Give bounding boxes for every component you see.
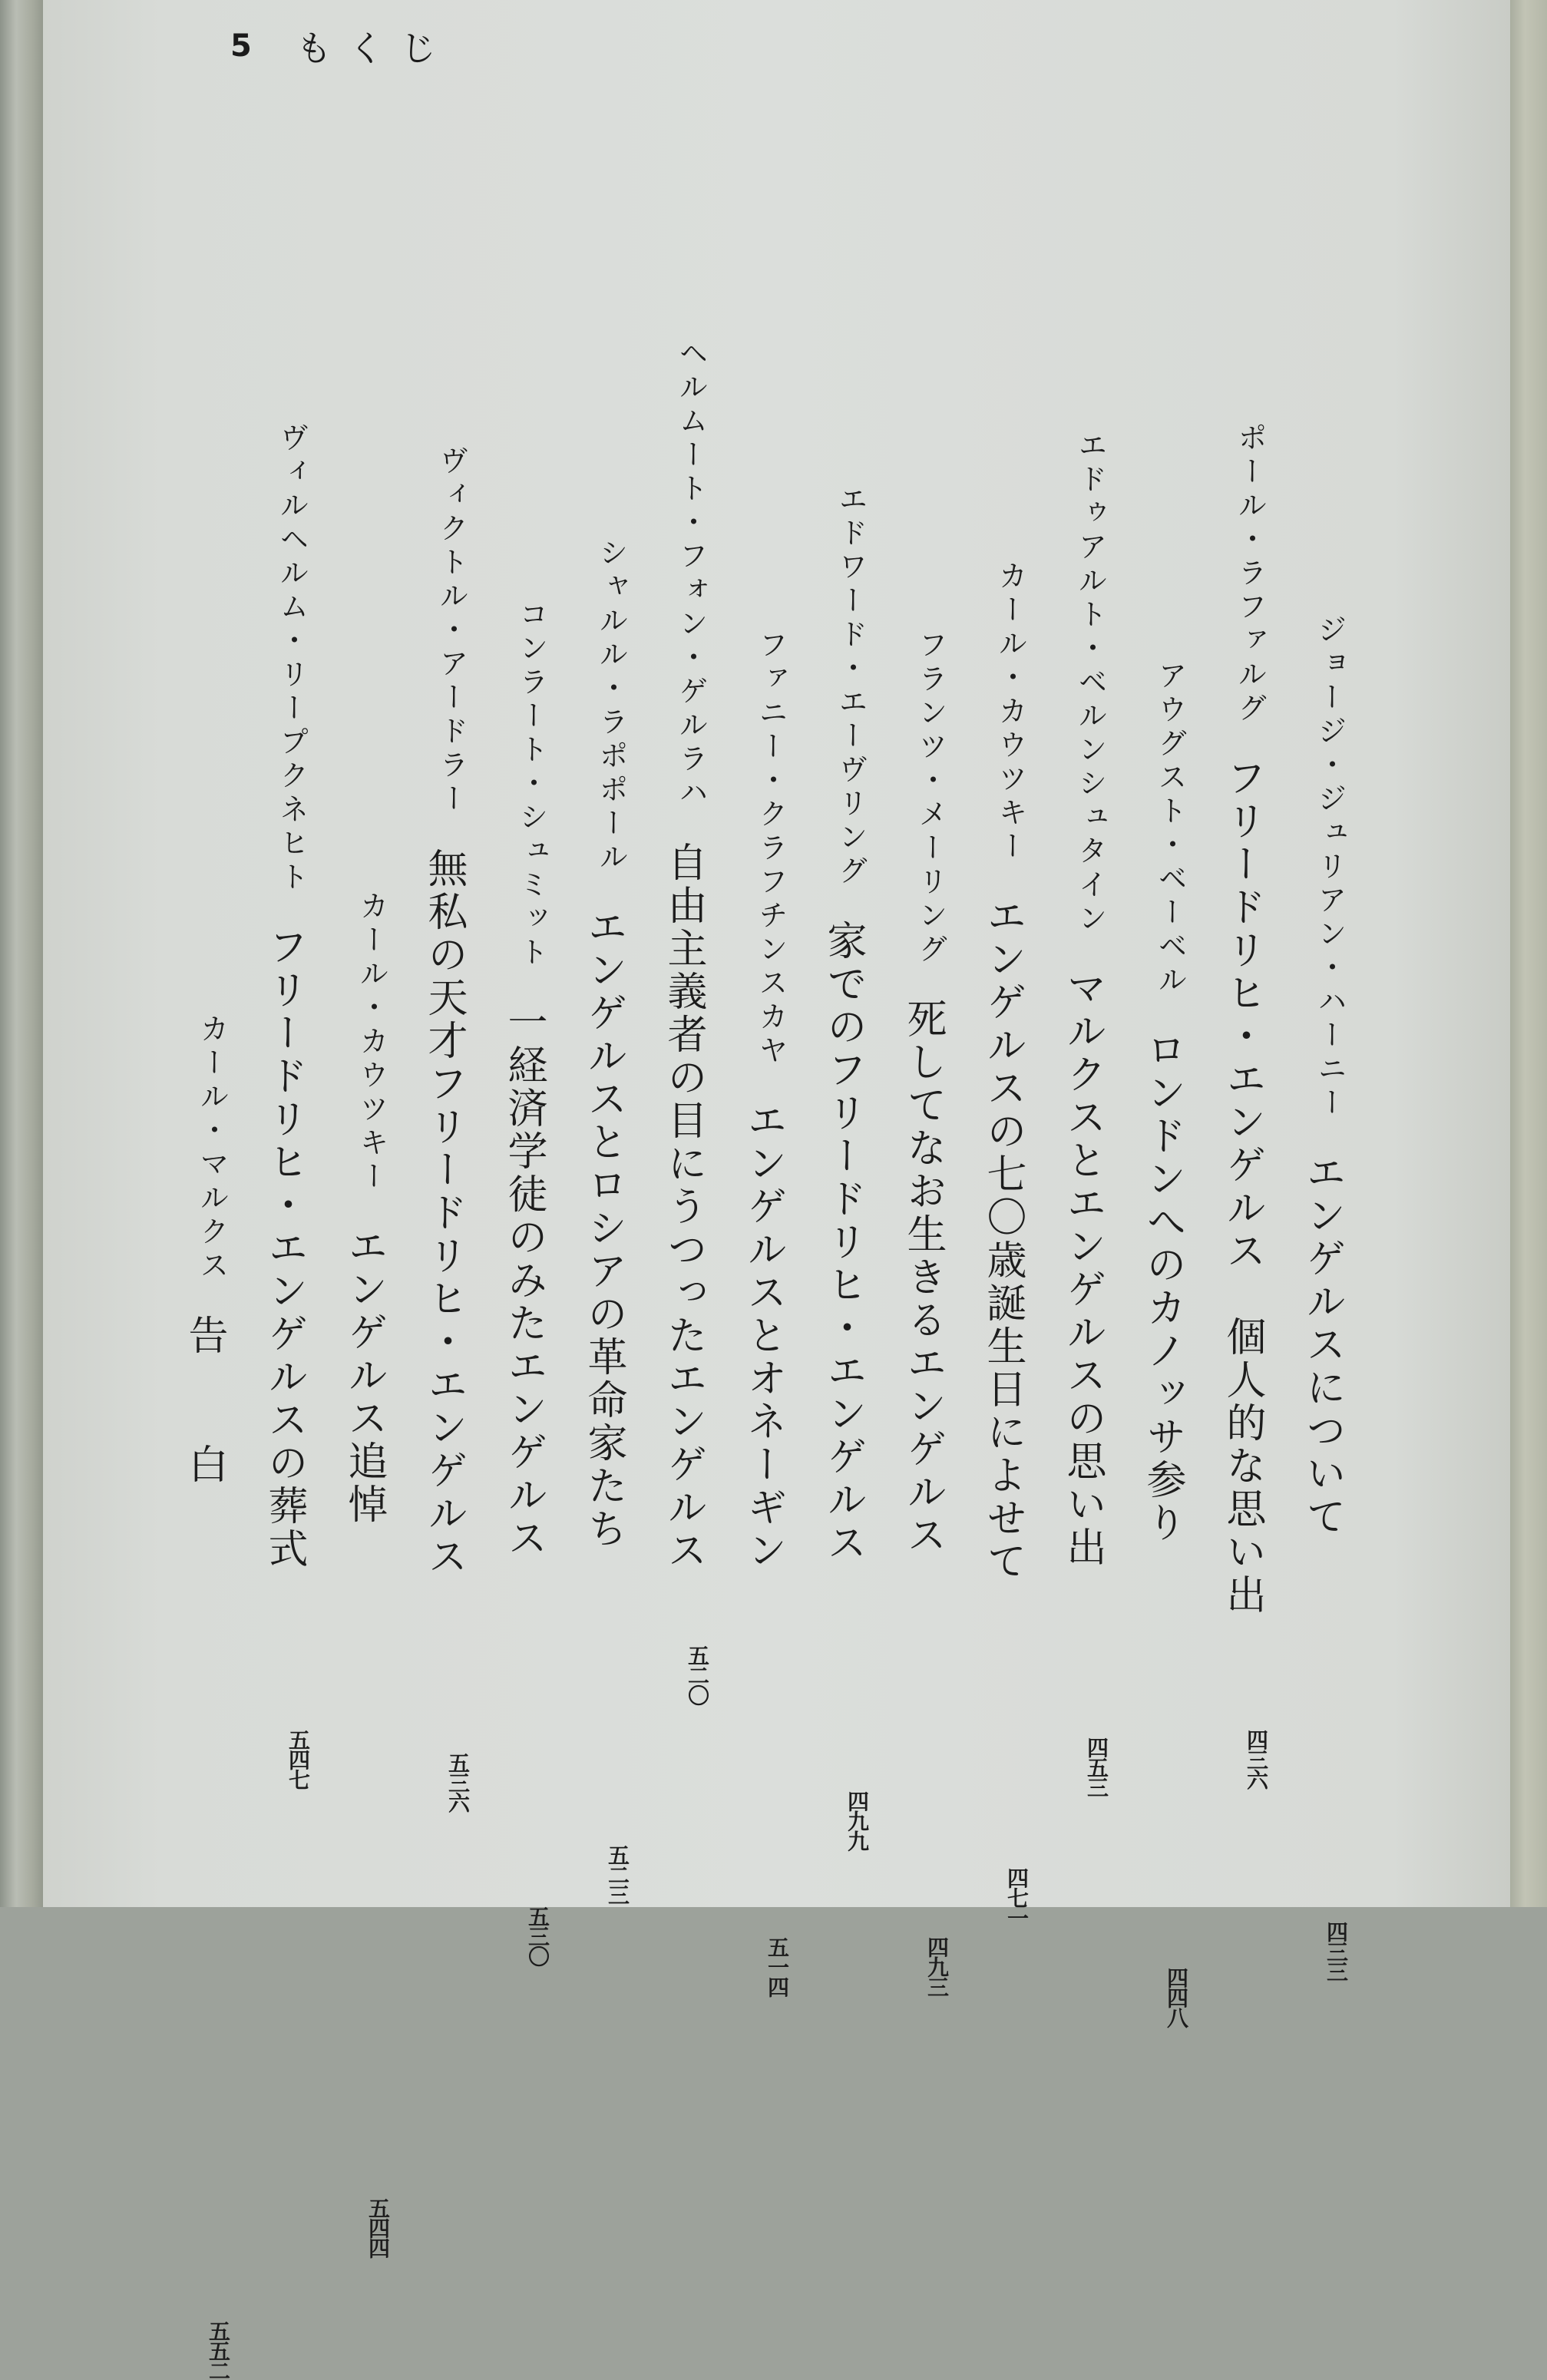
entry-page-number: 五四七 [286,1729,311,1789]
entry-author: カール・カウツキー [355,891,388,1195]
entry-author: カール・カウツキー [993,560,1027,864]
entry-author: ヴィルヘルム・リープクネヒト [275,422,309,895]
entry-title: エンゲルス追悼 [341,1225,387,1526]
entry-title: フリードリヒ・エンゲルス 個人的な思い出 [1219,757,1265,1617]
entry-author: エドゥアルト・ベルンシュタイン [1073,430,1107,937]
entry-author: ジョージ・ジュリアン・ハーニー [1313,614,1347,1121]
entry-title: 告 白 [181,1314,227,1486]
toc-entry [1115,338,1192,2027]
header-title: もくじ [296,28,453,69]
entry-title: エンゲルスの七〇歳誕生日によせて [980,895,1026,1583]
entry-page-number: 四七一 [1004,1867,1030,1927]
entry-title: エンゲルスについて [1299,1152,1345,1539]
entry-page-number: 五四四 [365,2197,391,2257]
toc-entry [476,338,553,1965]
entry-page-number: 四四八 [1164,1967,1189,2027]
entry-author: フランツ・メーリング [914,630,947,967]
entry-title: 一経済学徒のみたエンゲルス [501,1001,547,1560]
entry-title: ロンドンへのカノッサ参り [1139,1029,1185,1545]
toc-entry [1035,338,1112,1797]
page-number: 5 [230,28,252,64]
entry-title: フリードリヒ・エンゲルスの葬式 [261,926,307,1571]
toc-entry [1195,338,1271,1789]
book-spine [0,0,46,1907]
entry-author: シャルル・ラポポール [594,537,628,875]
entry-page-number: 五五二 [206,2320,231,2380]
toc-entry [556,338,633,1904]
entry-page-number: 五二〇 [685,1645,710,1704]
entry-title: 死してなお生きるエンゲルス [900,998,946,1557]
entry-title: エンゲルスとオネーギン [740,1099,786,1572]
entry-author: ヘルムート・フォン・ゲルラハ [674,338,708,811]
entry-page-number: 五三六 [445,1752,471,1812]
entry-page-number: 五二三 [605,1844,630,1904]
toc-entry [157,338,233,2380]
toc-entry [955,338,1032,1927]
page-header [230,23,453,69]
entry-page-number: 五三〇 [525,1906,550,1965]
entry-page-number: 四九三 [924,1936,950,1996]
entry-page-number: 五一四 [765,1936,790,1996]
entry-author: ヴィクトル・アードラー [435,445,468,817]
page-edge [1510,0,1547,1907]
entry-title: マルクスとエンゲルスの思い出 [1059,967,1106,1569]
entry-page-number: 四五三 [1084,1737,1109,1797]
table-of-contents [181,338,1351,2380]
entry-page-number: 四九九 [845,1790,870,1850]
entry-author: エドワード・エーヴリング [834,484,868,889]
entry-title: 自由主義者の目にうつったエンゲルス [660,841,706,1572]
toc-entry [716,338,792,1996]
toc-entry [236,338,313,1789]
entry-title: 無私の天才フリードリヒ・エンゲルス [421,848,467,1578]
entry-author: ポール・ラファルグ [1233,422,1267,726]
entry-author: アウグスト・ベーベル [1153,660,1187,998]
entry-author: コンラート・シュミット [514,599,548,970]
entry-author: カール・マルクス [195,1013,229,1284]
toc-entry [396,338,473,1812]
entry-page-number: 四三三 [1324,1921,1349,1981]
toc-entry [636,338,712,1704]
entry-author: ファニー・クラフチンスカヤ [754,630,788,1069]
entry-title: 家でのフリードリヒ・エンゲルス [820,920,866,1565]
toc-entry [875,338,952,1996]
toc-entry [316,338,393,2257]
toc-entry [795,338,872,1850]
entry-title: エンゲルスとロシアの革命家たち [580,906,626,1551]
toc-entry [1274,338,1351,1981]
entry-page-number: 四三六 [1244,1729,1269,1789]
